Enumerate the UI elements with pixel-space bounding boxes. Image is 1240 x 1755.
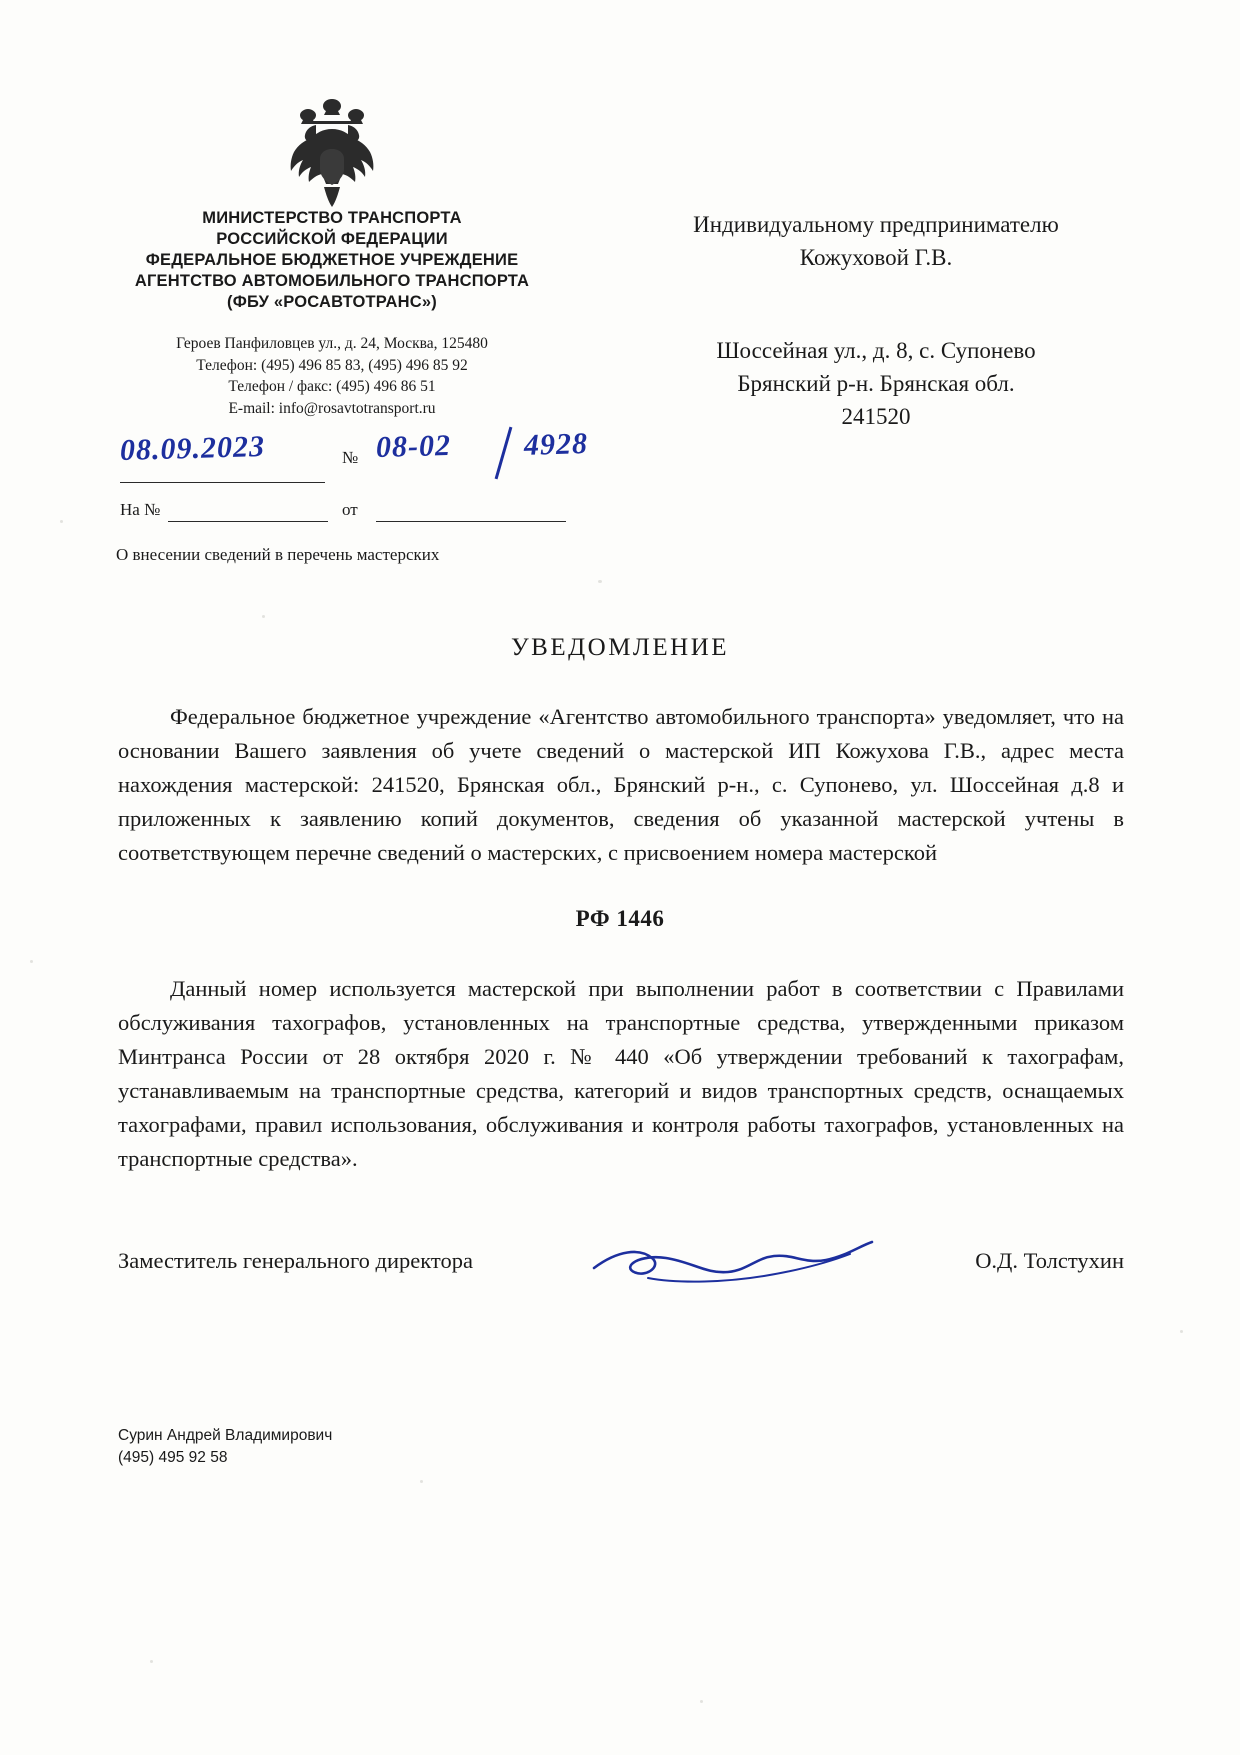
executor-block — [118, 1425, 332, 1469]
number-slash-mark — [495, 427, 513, 480]
registration-number-left: 08-02 — [375, 428, 452, 465]
addressee-block — [596, 208, 1156, 433]
scan-speckle — [150, 1660, 153, 1663]
executor-phone: (495) 495 92 58 — [118, 1449, 228, 1466]
number-symbol: № — [342, 448, 359, 467]
addressee-region: Брянский р-н. Брянская обл. — [737, 371, 1015, 396]
addressee-line-2: Кожуховой Г.В. — [799, 245, 953, 270]
incoming-number-rule — [168, 521, 328, 522]
org-phone: Телефон: (495) 496 85 83, (495) 496 85 92 — [196, 356, 468, 374]
paragraph-1: Федеральное бюджетное учреждение «Агентство автомобильного транспорта» уведомляет, что на основании Вашего заявления об учете сведений о мастерской ИП Кожухова Г.В., адрес места нахождения мастерской: 241520, Брянская обл., Брянский р-н., с. Супонево, ул. Шоссейная д.8 и приложенных к заявлению копий документов, сведения об указанной мастерской учтены в соответствующем перечне сведений о мастерских, с присвоением номера мастерской — [118, 704, 1124, 865]
executor-name: Сурин Андрей Владимирович — [118, 1427, 333, 1444]
paragraph-2: Данный номер используется мастерской при выполнении работ в соответствии с Правилами обслуживания тахографов, установленных на транспортные средства, утвержденными приказом Минтранса России от 28 октября 2020 г. № 440 «Об утверждении требований к тахографам, устанавливаемым на транспортные средства, категорий и видов транспортных средств, оснащаемых тахографами, правил использования, обслуживания и контроля работы тахографов, установленных на транспортные средства». — [118, 976, 1124, 1171]
org-line-4: АГЕНТСТВО АВТОМОБИЛЬНОГО ТРАНСПОРТА — [134, 272, 530, 290]
scan-speckle — [700, 1700, 703, 1703]
letterhead — [92, 208, 572, 419]
org-line-2: РОССИЙСКОЙ ФЕДЕРАЦИИ — [216, 230, 448, 248]
scan-speckle — [60, 520, 63, 523]
handwritten-signature-icon — [588, 1234, 908, 1294]
signature-block — [118, 1240, 1124, 1300]
registration-number-right: 4928 — [523, 427, 589, 462]
org-fax: Телефон / факс: (495) 496 86 51 — [228, 378, 436, 395]
addressee-street: Шоссейная ул., д. 8, с. Супонево — [716, 338, 1036, 363]
addressee-line-1: Индивидуальному предпринимателю — [693, 212, 1059, 237]
org-line-5: (ФБУ «РОСАВТОТРАНС») — [227, 293, 437, 311]
incoming-date-label: от — [342, 500, 358, 519]
incoming-date-rule — [376, 521, 566, 522]
registration-line — [119, 427, 640, 480]
scan-speckle — [420, 1480, 423, 1483]
org-line-3: ФЕДЕРАЛЬНОЕ БЮДЖЕТНОЕ УЧРЕЖДЕНИЕ — [145, 251, 519, 269]
org-address: Героев Панфиловцев ул., д. 24, Москва, 125480 — [176, 335, 488, 352]
date-rule — [120, 482, 325, 483]
scan-speckle — [1180, 1330, 1183, 1333]
russian-coat-of-arms-icon — [272, 95, 392, 213]
registration-date-handwritten: 08.09.2023 — [119, 429, 266, 468]
document-subject: О внесении сведений в перечень мастерских — [116, 545, 440, 564]
signatory-name: О.Д. Толстухин — [975, 1248, 1124, 1273]
signatory-position: Заместитель генерального директора — [118, 1248, 473, 1273]
scan-speckle — [598, 580, 602, 583]
scan-speckle — [30, 960, 33, 963]
workshop-number: РФ 1446 — [575, 906, 665, 931]
page-title: УВЕДОМЛЕНИЕ — [510, 634, 730, 661]
incoming-number-label: На № — [120, 500, 161, 519]
scan-speckle — [262, 615, 265, 618]
org-email: E-mail: info@rosavtotransport.ru — [228, 399, 436, 417]
addressee-postcode: 241520 — [841, 404, 911, 429]
org-line-1: МИНИСТЕРСТВО ТРАНСПОРТА — [202, 209, 462, 227]
